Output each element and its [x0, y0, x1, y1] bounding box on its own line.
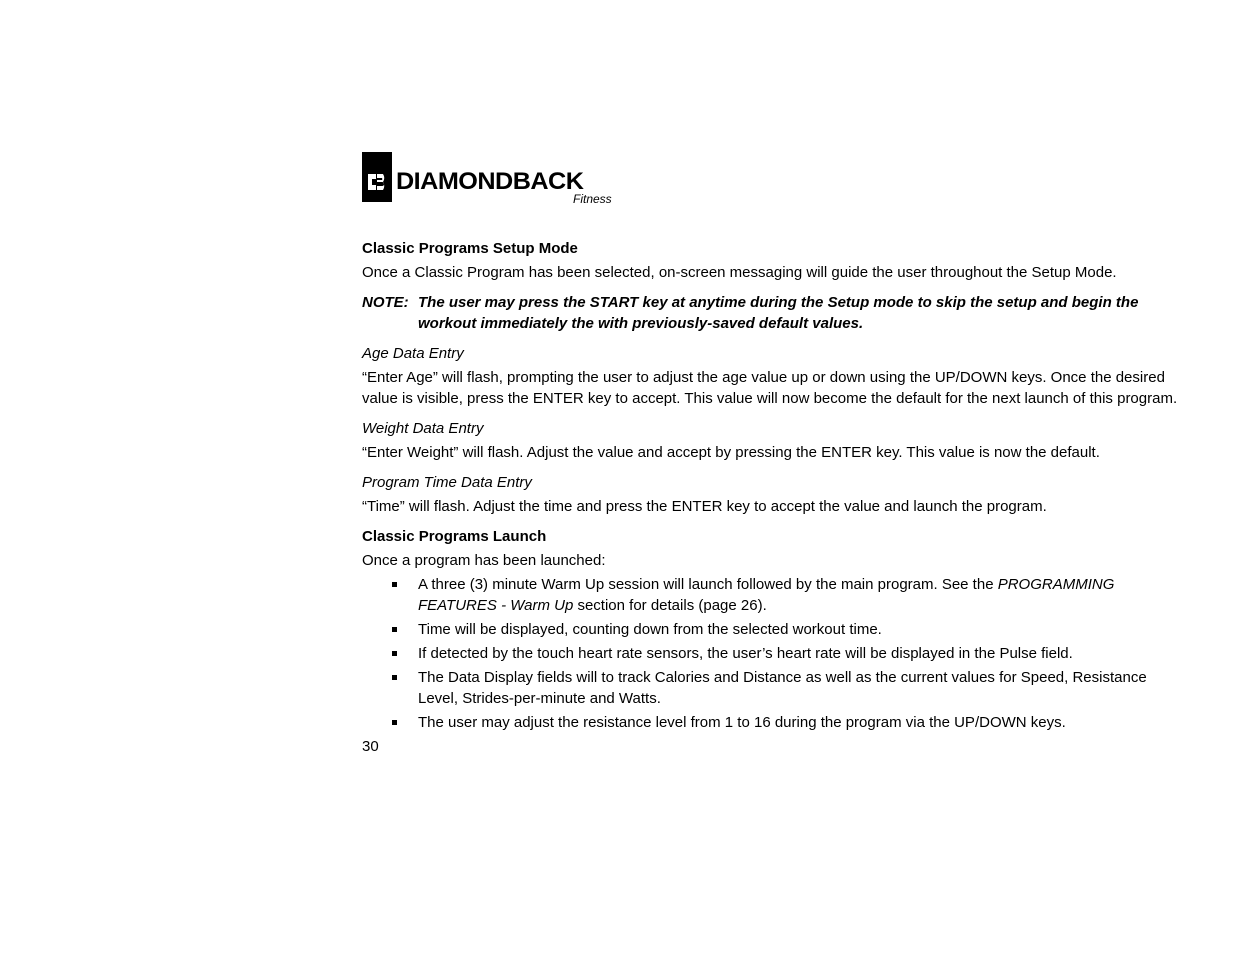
- logo-subtitle: Fitness: [573, 192, 612, 206]
- age-heading: Age Data Entry: [362, 345, 464, 362]
- manual-page: [362, 150, 1182, 757]
- bullet-square-icon: [362, 667, 418, 709]
- launch-list: [362, 574, 1182, 733]
- list-item-text: The Data Display fields will to track Calories and Distance as well as the current values for Speed, Resistance Level, Strides-per-minute and Watts.: [418, 669, 1147, 707]
- brand-logo: [362, 150, 622, 210]
- launch-heading: Classic Programs Launch: [362, 528, 547, 545]
- page-number: 30: [362, 738, 379, 755]
- setup-intro: Once a Classic Program has been selected, on-screen messaging will guide the user throughout the Setup Mode.: [362, 264, 1117, 281]
- note-label: NOTE:: [362, 294, 409, 311]
- note-block: [362, 292, 1182, 334]
- list-item-text: If detected by the touch heart rate sensors, the user’s heart rate will be displayed in the Pulse field.: [418, 645, 1073, 662]
- bullet-square-icon: [362, 643, 418, 664]
- list-item-text: Time will be displayed, counting down from the selected workout time.: [418, 621, 882, 638]
- list-item: [362, 574, 1182, 616]
- weight-heading: Weight Data Entry: [362, 420, 484, 437]
- list-item-text: The user may adjust the resistance level from 1 to 16 during the program via the UP/DOWN keys.: [418, 714, 1066, 731]
- list-item: [362, 619, 1182, 640]
- setup-heading: Classic Programs Setup Mode: [362, 240, 578, 257]
- bullet-square-icon: [362, 619, 418, 640]
- list-item: [362, 712, 1182, 733]
- logo-wordmark: DIAMONDBACK: [396, 168, 584, 195]
- time-text: “Time” will flash. Adjust the time and press the ENTER key to accept the value and launch the program.: [362, 498, 1047, 515]
- list-item-text: [418, 574, 1182, 616]
- section-reference: PROGRAMMING FEATURES - Warm Up: [418, 576, 1115, 614]
- list-item-text-part: A three (3) minute Warm Up session will launch followed by the main program. See the: [418, 576, 998, 593]
- weight-text: “Enter Weight” will flash. Adjust the value and accept by pressing the ENTER key. This value is now the default.: [362, 444, 1100, 461]
- age-text: “Enter Age” will flash, prompting the user to adjust the age value up or down using the UP/DOWN keys. Once the desired value is visible, press the ENTER key to accept. This value will now become the default for the next launch of this program.: [362, 369, 1178, 407]
- bullet-square-icon: [362, 574, 418, 616]
- time-heading: Program Time Data Entry: [362, 474, 532, 491]
- list-item: [362, 643, 1182, 664]
- launch-intro: Once a program has been launched:: [362, 552, 606, 569]
- diamondback-emblem-icon: [362, 152, 394, 204]
- list-item-text-part: section for details (page 26).: [573, 597, 767, 614]
- bullet-square-icon: [362, 712, 418, 733]
- note-text: The user may press the START key at anytime during the Setup mode to skip the setup and begin the workout immediately the with previously-saved default values.: [418, 294, 1139, 332]
- list-item: [362, 667, 1182, 709]
